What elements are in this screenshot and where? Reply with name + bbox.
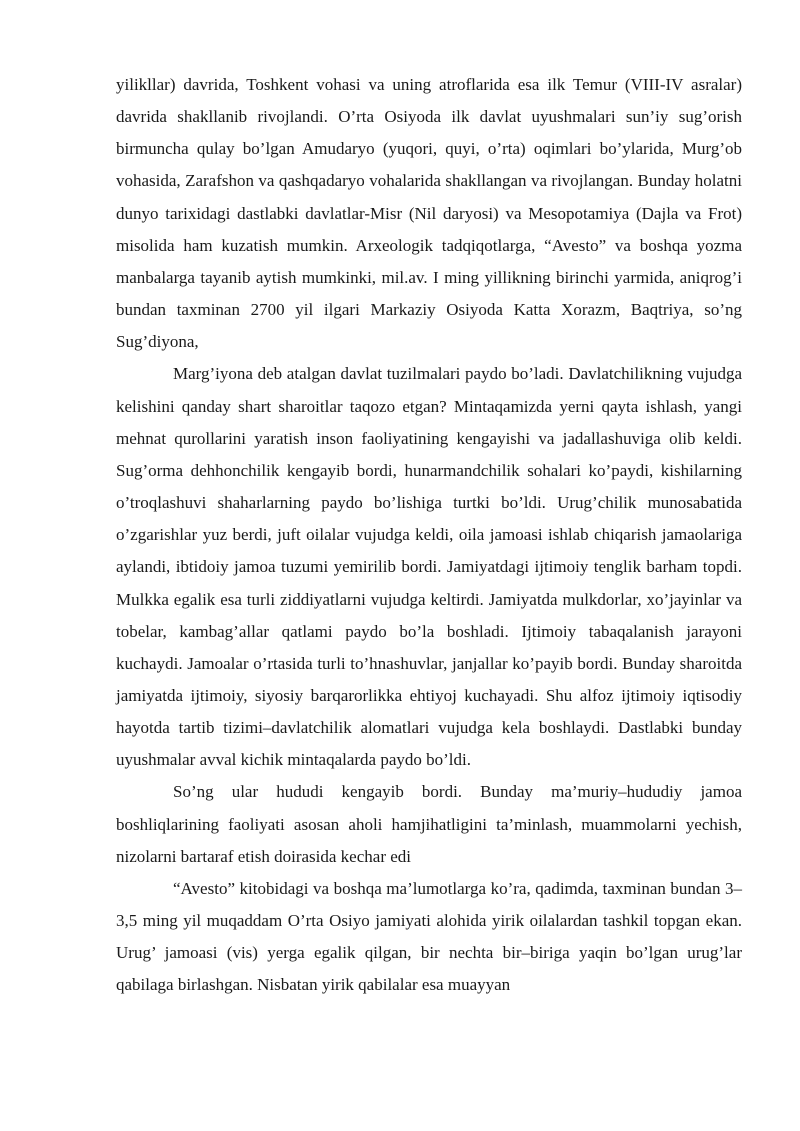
paragraph-4: “Avesto” kitobidagi va boshqa ma’lumotlarga ko’ra, qadimda, taxminan bundan 3–3,5 ming yil muqaddam O’rta Osiyo jamiyati alohida yirik oilalardan tashkil topgan ekan. Urug’ jamoasi (vis) yerga egalik qilgan, bir nechta bir–biriga yaqin bo’lgan urug’lar qabilaga birlashgan. Nisbatan yirik qabilalar esa muayyan <box>116 878 742 995</box>
paragraph-2: Marg’iyona deb atalgan davlat tuzilmalari paydo bo’ladi. Davlatchilikning vujudga kelishini qanday shart sharoitlar taqozo etgan? Mintaqamizda yerni qayta ishlash, yangi mehnat qurollarini yaratish inson faoliyatining kengayishi va jadallashuviga olib keldi. Sug’orma dehhonchilik kengayib bordi, hunarmandchilik sohalari ko’paydi, kishilarning o’troqlashuvi shaharlarning paydo bo’lishiga turtki bo’ldi. Urug’chilik munosabatida o’zgarishlar yuz berdi, juft oilalar vujudga keldi, oila jamoasi ishlab chiqarish jamaolariga aylandi, ibtidoiy jamoa tuzumi yemirilib bordi. Jamiyatdagi ijtimoiy tenglik barham topdi. Mulkka egalik esa turli ziddiyatlarni vujudga keltirdi. Jamiyatda mulkdorlar, xo’jayinlar va tobelar, kambag’allar qatlami paydo bo’la boshladi. Ijtimoiy tabaqalanish jarayoni kuchaydi. Jamoalar o’rtasida turli to’hnashuvlar, janjallar ko’payib bordi. Bunday sharoitda jamiyatda ijtimoiy, siyosiy barqarorlikka ehtiyoj kuchayadi. Shu alfoz ijtimoiy iqtisodiy hayotda tartib tizimi–davlatchilik alomatlari vujudga kela boshlaydi. Dastlabki bunday uyushmalar avval kichik mintaqalarda paydo bo’ldi. <box>116 364 742 770</box>
paragraph-3: So’ng ular hududi kengayib bordi. Bunday ma’muriy–hududiy jamoa boshliqlarining faoliyati asosan aholi hamjihatligini ta’minlash, muammolarni yechish, nizolarni bartaraf etish doirasida kechar edi <box>116 782 742 866</box>
document-body <box>116 69 742 1002</box>
paragraph-1: yilikllar) davrida, Toshkent vohasi va uning atroflarida esa ilk Temur (VIII-IV asralar) davrida shakllanib rivojlandi. O’rta Osiyoda ilk davlat uyushmalari sun’iy sug’orish birmuncha qulay bo’lgan Amudaryo (yuqori, quyi, o’rta) oqimlari bo’ylarida, Murg’ob vohasida, Zarafshon va qashqadaryo vohalarida shakllangan va rivojlangan. Bunday holatni dunyo tarixidagi dastlabki davlatlar-Misr (Nil daryosi) va Mesopotamiya (Dajla va Frot) misolida ham kuzatish mumkin. Arxeologik tadqiqotlarga, “Avesto” va boshqa yozma manbalarga tayanib aytish mumkinki, mil.av. I ming yillikning birinchi yarmida, aniqrog’i bundan taxminan 2700 yil ilgari Markaziy Osiyoda Katta Xorazm, Baqtriya, so’ng Sug’diyona, <box>116 75 742 352</box>
